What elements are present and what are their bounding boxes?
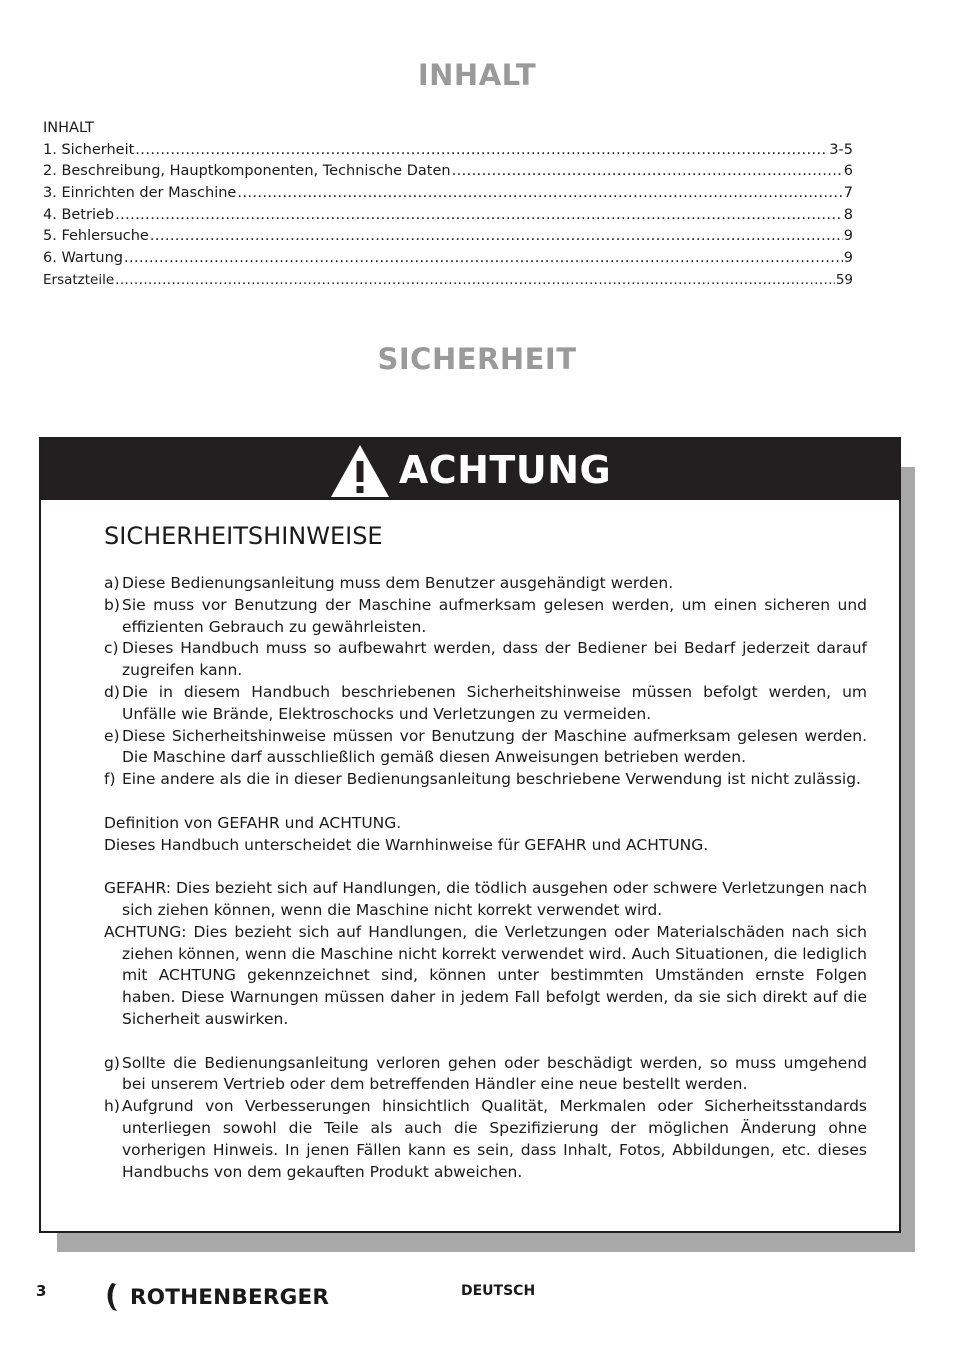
warning-header xyxy=(41,439,899,500)
list-item-letter: e) xyxy=(104,726,120,745)
toc-entry[interactable] xyxy=(43,161,853,183)
toc-leader xyxy=(452,161,843,183)
toc-entry-label: 2. Beschreibung, Hauptkomponenten, Technische Daten xyxy=(43,163,451,180)
inhalt-title: INHALT xyxy=(417,58,537,92)
toc-entry[interactable] xyxy=(43,205,853,227)
definition-title: Definition von GEFAHR und ACHTUNG. xyxy=(104,813,402,832)
toc-leader xyxy=(115,270,835,292)
list-item-letter: g) xyxy=(104,1053,120,1072)
list-item-letter: b) xyxy=(104,595,120,614)
safety-notes-title: SICHERHEITSHINWEISE xyxy=(104,522,383,550)
toc-entry-page: 59 xyxy=(835,271,853,288)
toc-entry-page: 9 xyxy=(843,250,853,267)
toc-entry[interactable] xyxy=(43,248,853,270)
toc-entry-page: 3-5 xyxy=(829,141,853,158)
list-item-text: Diese Sicherheitshinweise müssen vor Benutzung der Maschine aufmerksam gelesen werden. Die Maschine darf ausschließlich gemäß diesen Anweisungen betrieben werden. xyxy=(122,726,867,767)
list-item-letter: c) xyxy=(104,639,119,658)
rothenberger-logo-icon xyxy=(104,1280,132,1314)
list-item-text: Sollte die Bedienungsanleitung verloren gehen oder beschädigt werden, so muss umgehend bei unserem Vertrieb oder dem betreffenden Händler eine neue bestellt werden. xyxy=(122,1053,867,1094)
list-item-text: Die in diesem Handbuch beschriebenen Sicherheitshinweise müssen befolgt werden, um Unfälle wie Brände, Elektroschocks und Verletzungen zu vermeiden. xyxy=(122,682,867,723)
toc-entry-label: 3. Einrichten der Maschine xyxy=(43,185,237,202)
spacer xyxy=(104,856,867,878)
list-item xyxy=(104,1053,867,1097)
toc-entry[interactable] xyxy=(43,183,853,205)
list-item xyxy=(104,726,867,770)
toc-leader xyxy=(237,183,842,205)
toc-leader xyxy=(150,226,843,248)
definition-text: Dieses Handbuch unterscheidet die Warnhinweise für GEFAHR und ACHTUNG. xyxy=(104,835,709,854)
list-item-text: Sie muss vor Benutzung der Maschine aufmerksam gelesen werden, um einen sicheren und effizienten Gebrauch zu gewährleisten. xyxy=(122,595,867,636)
toc-heading: INHALT xyxy=(43,120,94,136)
achtung-definition: ACHTUNG: Dies bezieht sich auf Handlungen, die Verletzungen oder Materialschäden nach sich ziehen können, wenn die Maschine nicht korrekt verwendet wird. Auch Situationen, die lediglich mit ACHTUNG gekennzeichnet sind, können unter bestimmten Umständen ernste Folgen haben. Diese Warnungen müssen daher in jedem Fall befolgt werden, da sie sich direkt auf die Sicherheit auswirken. xyxy=(104,922,867,1028)
warning-box xyxy=(39,437,901,1233)
toc-entry[interactable] xyxy=(43,226,853,248)
list-item xyxy=(104,1096,867,1183)
list-item-letter: a) xyxy=(104,574,120,592)
list-item-letter: h) xyxy=(104,1097,120,1116)
toc-entry-page: 8 xyxy=(843,206,853,223)
spacer xyxy=(104,791,867,813)
gefahr-definition: GEFAHR: Dies bezieht sich auf Handlungen, die tödlich ausgehen oder schwere Verletzungen nach sich ziehen können, wenn die Maschine nicht korrekt verwendet wird. xyxy=(104,879,868,919)
sicherheit-title: SICHERHEIT xyxy=(377,342,577,376)
table-of-contents xyxy=(43,118,853,292)
toc-entry-page: 9 xyxy=(843,228,853,245)
list-item-letter: f) xyxy=(104,770,116,789)
toc-entry-label: 5. Fehlersuche xyxy=(43,228,149,245)
toc-leader xyxy=(115,205,843,227)
list-item xyxy=(104,682,867,726)
list-item-text: Aufgrund von Verbesserungen hinsichtlich Qualität, Merkmalen oder Sicherheitsstandards unterliegen sowohl die Teile als auch die Spezifizierung der möglichen Änderung ohne vorherigen Hinweis. In jenen Fällen kann es sein, dass Inhalt, Fotos, Abbildungen, etc. dieses Handbuchs von dem gekauften Produkt abweichen. xyxy=(122,1097,867,1181)
warning-title: ACHTUNG xyxy=(398,447,612,492)
toc-entry-page: 6 xyxy=(843,163,853,180)
toc-entry-page: 7 xyxy=(843,185,853,202)
warning-content xyxy=(104,521,867,1183)
list-item xyxy=(104,573,867,595)
brand-name: ROTHENBERGER xyxy=(130,1284,330,1310)
list-item xyxy=(104,638,867,682)
language-label: DEUTSCH xyxy=(461,1283,536,1299)
list-item xyxy=(104,769,867,791)
toc-entry-label: 4. Betrieb xyxy=(43,206,115,223)
brand-logo xyxy=(104,1280,329,1314)
toc-leader xyxy=(124,248,843,270)
warning-triangle-icon xyxy=(329,443,391,499)
toc-entry[interactable] xyxy=(43,140,853,162)
spacer xyxy=(104,1031,867,1053)
toc-entry-label: 1. Sicherheit xyxy=(43,141,135,158)
toc-leader xyxy=(135,140,828,162)
list-item-letter: d) xyxy=(104,682,120,701)
toc-entry-label: Ersatzteile xyxy=(43,271,115,288)
toc-entry-label: 6. Wartung xyxy=(43,250,123,267)
toc-entry[interactable] xyxy=(43,270,853,292)
page-number: 3 xyxy=(36,1282,47,1300)
list-item xyxy=(104,595,867,639)
list-item-text: Diese Bedienungsanleitung muss dem Benutzer ausgehändigt werden. xyxy=(122,574,674,592)
list-item-text: Dieses Handbuch muss so aufbewahrt werden, dass der Bediener bei Bedarf jederzeit darauf zugreifen kann. xyxy=(122,639,867,680)
list-item-text: Eine andere als die in dieser Bedienungsanleitung beschriebene Verwendung ist nicht zulässig. xyxy=(122,770,861,789)
